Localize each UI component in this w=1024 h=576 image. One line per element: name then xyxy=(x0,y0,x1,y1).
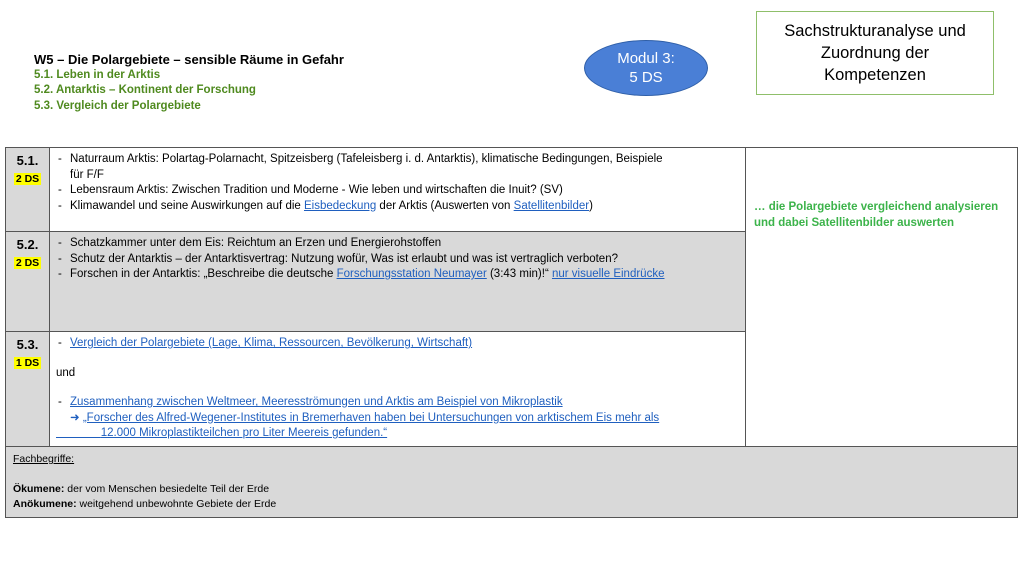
header-item: 5.3. Vergleich der Polargebiete xyxy=(34,99,201,112)
bullet-text: Naturraum Arktis: Polartag-Polarnacht, Spitzeisberg (Tafeleisberg i. d. Antarktis), klimatische Bedingungen, Beispiele xyxy=(70,153,663,165)
visuelle-eindruecke-link[interactable]: nur visuelle Eindrücke xyxy=(551,268,665,280)
section-number: 5.1. xyxy=(16,153,39,168)
section-label xyxy=(6,232,50,332)
und-text: und xyxy=(56,366,76,379)
header-item: 5.2. Antarktis – Kontinent der Forschung xyxy=(34,84,256,96)
section-content xyxy=(50,332,746,447)
content-table xyxy=(5,147,1018,518)
table-row xyxy=(6,148,1018,232)
quote-text: 12.000 Mikroplastikteilchen pro Liter Meereis gefunden.“ xyxy=(100,427,388,439)
bullet-text: Forschen in der Antarktis: „Beschreibe die deutsche xyxy=(70,268,337,280)
header-item: 5.1. Leben in der Arktis xyxy=(34,68,161,81)
eisbedeckung-link[interactable]: Eisbedeckung xyxy=(303,199,377,212)
list-item: - Schutz der Antarktis – der Antarktisvertrag: Nutzung wofür, Was ist erlaubt und was ist vertraglich verboten? xyxy=(58,252,618,265)
fachbegriffe-heading: Fachbegriffe: xyxy=(13,453,75,465)
box-line: Sachstrukturanalyse und xyxy=(784,22,966,40)
arrow-right-icon: ➜ xyxy=(70,411,80,424)
forschungsstation-link[interactable]: Forschungsstation Neumayer xyxy=(336,268,487,280)
bullet-text: ) xyxy=(589,199,593,212)
bullet-text: Lebensraum Arktis: Zwischen Tradition und Moderne - Wie leben und wirtschaften die Inuit? (SV) xyxy=(70,184,563,196)
competence-cell xyxy=(746,148,1018,447)
modul-line: Modul 3: xyxy=(617,50,675,67)
term-definition: weitgehend unbewohnte Gebiete der Erde xyxy=(76,498,277,510)
table-row xyxy=(6,447,1018,518)
section-content xyxy=(50,232,746,332)
term-row xyxy=(13,497,1010,512)
ds-badge: 1 DS xyxy=(15,357,40,369)
modul-line: 5 DS xyxy=(629,69,663,86)
section-content xyxy=(50,148,746,232)
analysis-title-box xyxy=(756,11,994,95)
section-label xyxy=(6,148,50,232)
bullet-text: (3:43 min)!“ xyxy=(486,268,552,280)
section-number: 5.3. xyxy=(16,337,39,352)
modul-badge xyxy=(584,40,708,96)
term-name: Ökumene: xyxy=(13,483,65,495)
list-item: - Lebensraum Arktis: Zwischen Tradition und Moderne - Wie leben und wirtschaften die Inuit? (SV) xyxy=(58,184,563,196)
bullet-text: für F/F xyxy=(70,168,104,181)
satellitenbilder-link[interactable]: Satellitenbilder xyxy=(513,199,590,212)
page-title: W5 – Die Polargebiete – sensible Räume in Gefahr xyxy=(34,52,344,67)
bullet-text: Schatzkammer unter dem Eis: Reichtum an Erzen und Energierohstoffen xyxy=(70,237,442,249)
bullet-text: Schutz der Antarktis – der Antarktisvertrag: Nutzung wofür, Was ist erlaubt und was ist vertraglich verboten? xyxy=(70,252,618,265)
section-label xyxy=(6,332,50,447)
bullet-text: Klimawandel und seine Auswirkungen auf die xyxy=(70,199,304,212)
list-item: - Schatzkammer unter dem Eis: Reichtum an Erzen und Energierohstoffen xyxy=(58,237,442,249)
list-item: - Vergleich der Polargebiete (Lage, Klima, Ressourcen, Bevölkerung, Wirtschaft) xyxy=(58,337,473,349)
quote-link[interactable]: „Forscher des Alfred-Wegener-Institutes in Bremerhaven haben bei Untersuchungen von arktischem Eis mehr als xyxy=(82,411,660,424)
mikroplastik-link[interactable]: Zusammenhang zwischen Weltmeer, Meeresströmungen und Arktis am Beispiel von Mikroplastik xyxy=(70,396,563,408)
list-item: - Klimawandel und seine Auswirkungen auf die Eisbedeckung der Arktis (Auswerten von Satellitenbilder) xyxy=(58,199,593,212)
fachbegriffe-cell xyxy=(6,447,1018,518)
term-row xyxy=(13,482,1010,497)
box-line: Kompetenzen xyxy=(824,66,926,84)
quote-link[interactable] xyxy=(56,427,387,439)
term-definition: der vom Menschen besiedelte Teil der Erde xyxy=(64,483,270,495)
ds-badge: 2 DS xyxy=(15,257,40,269)
box-line: Zuordnung der xyxy=(820,44,930,62)
term-name: Anökumene: xyxy=(13,498,77,510)
page-header xyxy=(34,52,344,114)
ds-badge: 2 DS xyxy=(15,173,40,185)
list-item: - Forschen in der Antarktis: „Beschreibe die deutsche Forschungsstation Neumayer (3:43 min)!“ nur visuelle Eindrücke xyxy=(58,268,665,280)
bullet-text: der Arktis (Auswerten von xyxy=(376,199,514,212)
competence-text: … die Polargebiete vergleichend analysieren und dabei Satellitenbilder auswerten xyxy=(754,201,999,229)
section-number: 5.2. xyxy=(16,237,39,252)
list-item: - Zusammenhang zwischen Weltmeer, Meeresströmungen und Arktis am Beispiel von Mikroplastik ➜ „Forscher des Alfred-Wegener-Institutes in Bremerhaven haben bei Untersuchungen von arktischem Eis mehr als xyxy=(58,396,660,424)
list-item: - Naturraum Arktis: Polartag-Polarnacht, Spitzeisberg (Tafeleisberg i. d. Antarktis), klimatische Bedingungen, Beispiele für F/F xyxy=(58,153,663,181)
vergleich-link[interactable]: Vergleich der Polargebiete (Lage, Klima, Ressourcen, Bevölkerung, Wirtschaft) xyxy=(70,337,473,349)
